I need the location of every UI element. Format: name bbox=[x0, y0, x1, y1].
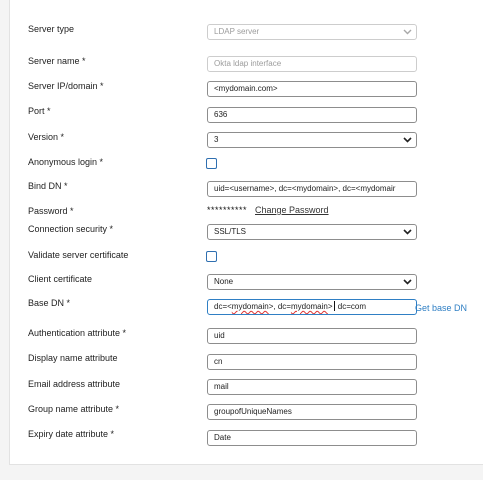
chevron-down-icon bbox=[403, 228, 412, 236]
base-dn-text-1: dc=< bbox=[214, 302, 232, 311]
display-name-attr-label: Display name attribute bbox=[28, 353, 118, 363]
connection-security-select[interactable] bbox=[207, 224, 417, 240]
change-password-link[interactable]: Change Password bbox=[255, 205, 329, 215]
port-value: 636 bbox=[214, 110, 228, 119]
server-name-placeholder: Okta ldap interface bbox=[214, 59, 282, 68]
version-value: 3 bbox=[214, 135, 219, 144]
bind-dn-value: uid=<username>, dc=<mydomain>, dc=<mydomair bbox=[214, 184, 396, 193]
version-label: Version * bbox=[28, 132, 65, 142]
server-name-input[interactable] bbox=[207, 56, 417, 72]
client-cert-label: Client certificate bbox=[28, 274, 93, 284]
server-ip-value: <mydomain.com> bbox=[214, 84, 278, 93]
validate-cert-label: Validate server certificate bbox=[28, 250, 129, 260]
email-attr-label: Email address attribute bbox=[28, 379, 121, 389]
chevron-down-icon bbox=[403, 278, 412, 286]
validate-cert-checkbox[interactable] bbox=[206, 251, 217, 262]
anonymous-login-label: Anonymous login * bbox=[28, 157, 104, 167]
expiry-attr-value: Date bbox=[214, 433, 231, 442]
base-dn-text-5: > bbox=[327, 302, 333, 311]
auth-attr-input[interactable] bbox=[207, 328, 417, 344]
email-attr-value: mail bbox=[214, 382, 229, 391]
display-name-attr-value: cn bbox=[214, 357, 223, 366]
base-dn-text-6: dc=com bbox=[335, 302, 366, 311]
expiry-attr-input[interactable] bbox=[207, 430, 417, 446]
version-select[interactable] bbox=[207, 132, 417, 148]
email-attr-input[interactable] bbox=[207, 379, 417, 395]
client-cert-select[interactable] bbox=[207, 274, 417, 290]
expiry-attr-label: Expiry date attribute * bbox=[28, 429, 115, 439]
base-dn-input[interactable] bbox=[207, 299, 417, 315]
connection-security-value: SSL/TLS bbox=[214, 227, 247, 236]
base-dn-text-3: >, dc= bbox=[268, 302, 291, 311]
client-cert-value: None bbox=[214, 277, 234, 286]
auth-attr-value: uid bbox=[214, 331, 225, 340]
server-ip-label: Server IP/domain * bbox=[28, 81, 104, 91]
base-dn-text-2: mydomain bbox=[231, 302, 269, 311]
group-name-attr-label: Group name attribute * bbox=[28, 404, 120, 414]
bind-dn-label: Bind DN * bbox=[28, 181, 68, 191]
text-cursor bbox=[334, 301, 335, 311]
anonymous-login-checkbox[interactable] bbox=[206, 158, 217, 169]
port-label: Port * bbox=[28, 106, 51, 116]
base-dn-text-4: mydomain bbox=[290, 302, 328, 311]
chevron-down-icon bbox=[403, 28, 412, 36]
display-name-attr-input[interactable] bbox=[207, 354, 417, 370]
port-input[interactable] bbox=[207, 107, 417, 123]
server-type-select[interactable] bbox=[207, 24, 417, 40]
password-label: Password * bbox=[28, 206, 74, 216]
base-dn-label: Base DN * bbox=[28, 298, 71, 308]
group-name-attr-value: groupofUniqueNames bbox=[214, 407, 292, 416]
server-type-value: LDAP server bbox=[214, 27, 260, 36]
bind-dn-input[interactable] bbox=[207, 181, 417, 197]
group-name-attr-input[interactable] bbox=[207, 404, 417, 420]
server-type-label: Server type bbox=[28, 24, 75, 34]
server-name-label: Server name * bbox=[28, 56, 86, 66]
password-masked: ********** bbox=[207, 205, 248, 215]
get-base-dn-link[interactable]: Get base DN bbox=[415, 303, 468, 313]
connection-security-label: Connection security * bbox=[28, 224, 114, 234]
server-ip-input[interactable] bbox=[207, 81, 417, 97]
chevron-down-icon bbox=[403, 136, 412, 144]
auth-attr-label: Authentication attribute * bbox=[28, 328, 127, 338]
